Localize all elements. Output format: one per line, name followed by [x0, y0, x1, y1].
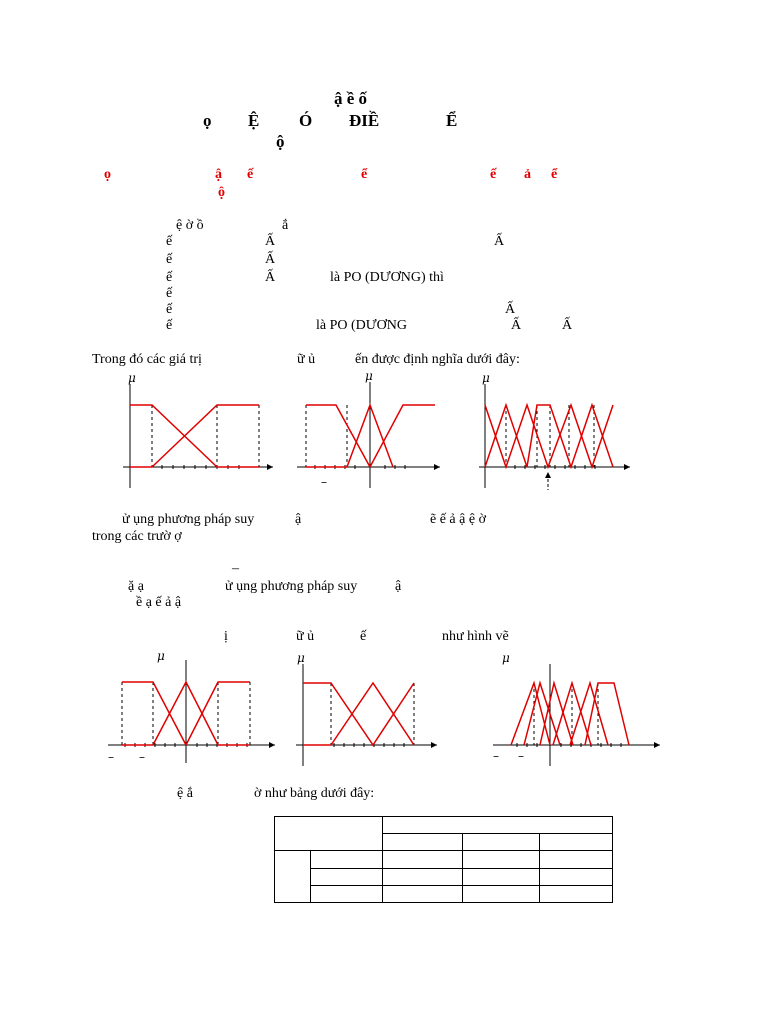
- figure-sentence-part-4: như hình vẽ: [442, 629, 509, 644]
- table-header-sub-cell: [463, 834, 540, 851]
- table-row-label-cell: [311, 851, 383, 868]
- table-cell: [463, 868, 540, 885]
- question-red-c: ế: [247, 167, 254, 182]
- question-red-f: ả: [524, 167, 531, 182]
- mu-label: μ: [502, 651, 510, 665]
- question-3-line-2: ề ạ ế ả ậ: [136, 595, 182, 610]
- question-3-part-3: ậ: [395, 579, 402, 594]
- question-3-part-1: ặ ạ: [128, 579, 144, 594]
- title-line-2-e: Ể: [446, 111, 458, 130]
- axis-minus-mark: –: [518, 749, 524, 763]
- rule-3-a: ế: [166, 270, 173, 285]
- table-header-cell: [383, 817, 613, 834]
- title-line-2-b: Ệ: [248, 111, 260, 130]
- rule-2-b: Ấ: [265, 252, 276, 267]
- axis-minus-mark: –: [493, 749, 499, 763]
- table-cell: [463, 885, 540, 902]
- question-red-d: ể: [361, 167, 368, 182]
- question-2-part-1: ử ụng phương pháp suy: [122, 512, 255, 527]
- table-cell: [463, 851, 540, 868]
- mu-label: μ: [482, 371, 490, 385]
- title-line-2-a: ọ: [203, 111, 212, 130]
- figure-sentence-part-3: ế: [360, 629, 367, 644]
- membership-plot-5: [292, 648, 442, 768]
- rule-6-d: Ấ: [511, 318, 522, 333]
- table-header-sub-cell: [540, 834, 613, 851]
- question-2-part-3: ẽ ế ả ậ ệ ờ: [430, 512, 486, 527]
- rule-0-b: ắ: [282, 218, 289, 233]
- overline-mark: –: [232, 561, 239, 576]
- axis-minus-mark: –: [139, 750, 145, 764]
- mu-label: μ: [365, 369, 373, 383]
- rule-5-a: ế: [166, 302, 173, 317]
- question-red-g: ể: [551, 167, 558, 182]
- membership-plot-1: [118, 370, 278, 490]
- table-row-group-cell: [275, 851, 311, 903]
- rule-3-b: Ấ: [265, 270, 276, 285]
- question-red-line-2: ộ: [218, 185, 225, 200]
- axis-minus-mark: –: [108, 750, 114, 764]
- table-cell: [383, 851, 463, 868]
- question-red-e: ế: [490, 167, 497, 182]
- rule-0-a: ệ ờ ồ: [176, 218, 204, 233]
- table-cell: [540, 868, 613, 885]
- membership-plot-4: [105, 648, 280, 768]
- table-cell: [383, 885, 463, 902]
- table-row-label-cell: [311, 868, 383, 885]
- rule-2-a: ế: [166, 252, 173, 267]
- table-cell: [383, 868, 463, 885]
- rule-1-d: Ấ: [494, 234, 505, 249]
- table-row-label-cell: [311, 885, 383, 902]
- table-sentence-part-1: ệ ắ: [177, 786, 193, 801]
- question-red-a: ọ: [104, 167, 111, 182]
- membership-plot-3: [475, 370, 635, 500]
- rule-table: [274, 816, 613, 903]
- mu-label: μ: [128, 371, 136, 385]
- definition-part-1: Trong đó các giá trị: [92, 352, 202, 367]
- title-line-1: ậ ề ố: [334, 89, 368, 108]
- question-3-part-2: ử ụng phương pháp suy: [225, 579, 358, 594]
- rule-6-c: là PO (DƯƠNG: [316, 318, 407, 333]
- definition-part-2: ữ ủ: [297, 352, 316, 367]
- title-line-2-d: ĐIỀ: [349, 111, 380, 130]
- rule-6-e: Ấ: [562, 318, 573, 333]
- rule-1-b: Ấ: [265, 234, 276, 249]
- table-sentence-part-2: ờ như bảng dưới đây:: [254, 786, 375, 801]
- title-line-3: ộ: [276, 132, 285, 151]
- figure-sentence-part-1: ị: [224, 629, 228, 644]
- question-2-part-2: ậ: [295, 512, 302, 527]
- rule-3-c: là PO (DƯƠNG) thì: [330, 270, 444, 285]
- question-2-line-2: trong các trườ ợ: [92, 529, 182, 544]
- mu-label: μ: [157, 649, 165, 663]
- title-line-2-c: Ó: [299, 111, 313, 130]
- table-corner-cell: [275, 817, 383, 851]
- mu-label: μ: [297, 651, 305, 665]
- rule-5-d: Ấ: [505, 302, 516, 317]
- table-cell: [540, 885, 613, 902]
- membership-plot-2: [295, 370, 445, 490]
- membership-plot-6: [490, 648, 665, 768]
- rule-6-a: ế: [166, 318, 173, 333]
- rule-1-a: ế: [166, 234, 173, 249]
- table-header-sub-cell: [383, 834, 463, 851]
- table-cell: [540, 851, 613, 868]
- axis-minus-mark: –: [321, 475, 327, 489]
- question-red-b: ậ: [215, 167, 222, 182]
- rule-4-a: ế: [166, 286, 173, 301]
- figure-sentence-part-2: ữ ủ: [296, 629, 315, 644]
- definition-part-3: ến được định nghĩa dưới đây:: [355, 352, 520, 367]
